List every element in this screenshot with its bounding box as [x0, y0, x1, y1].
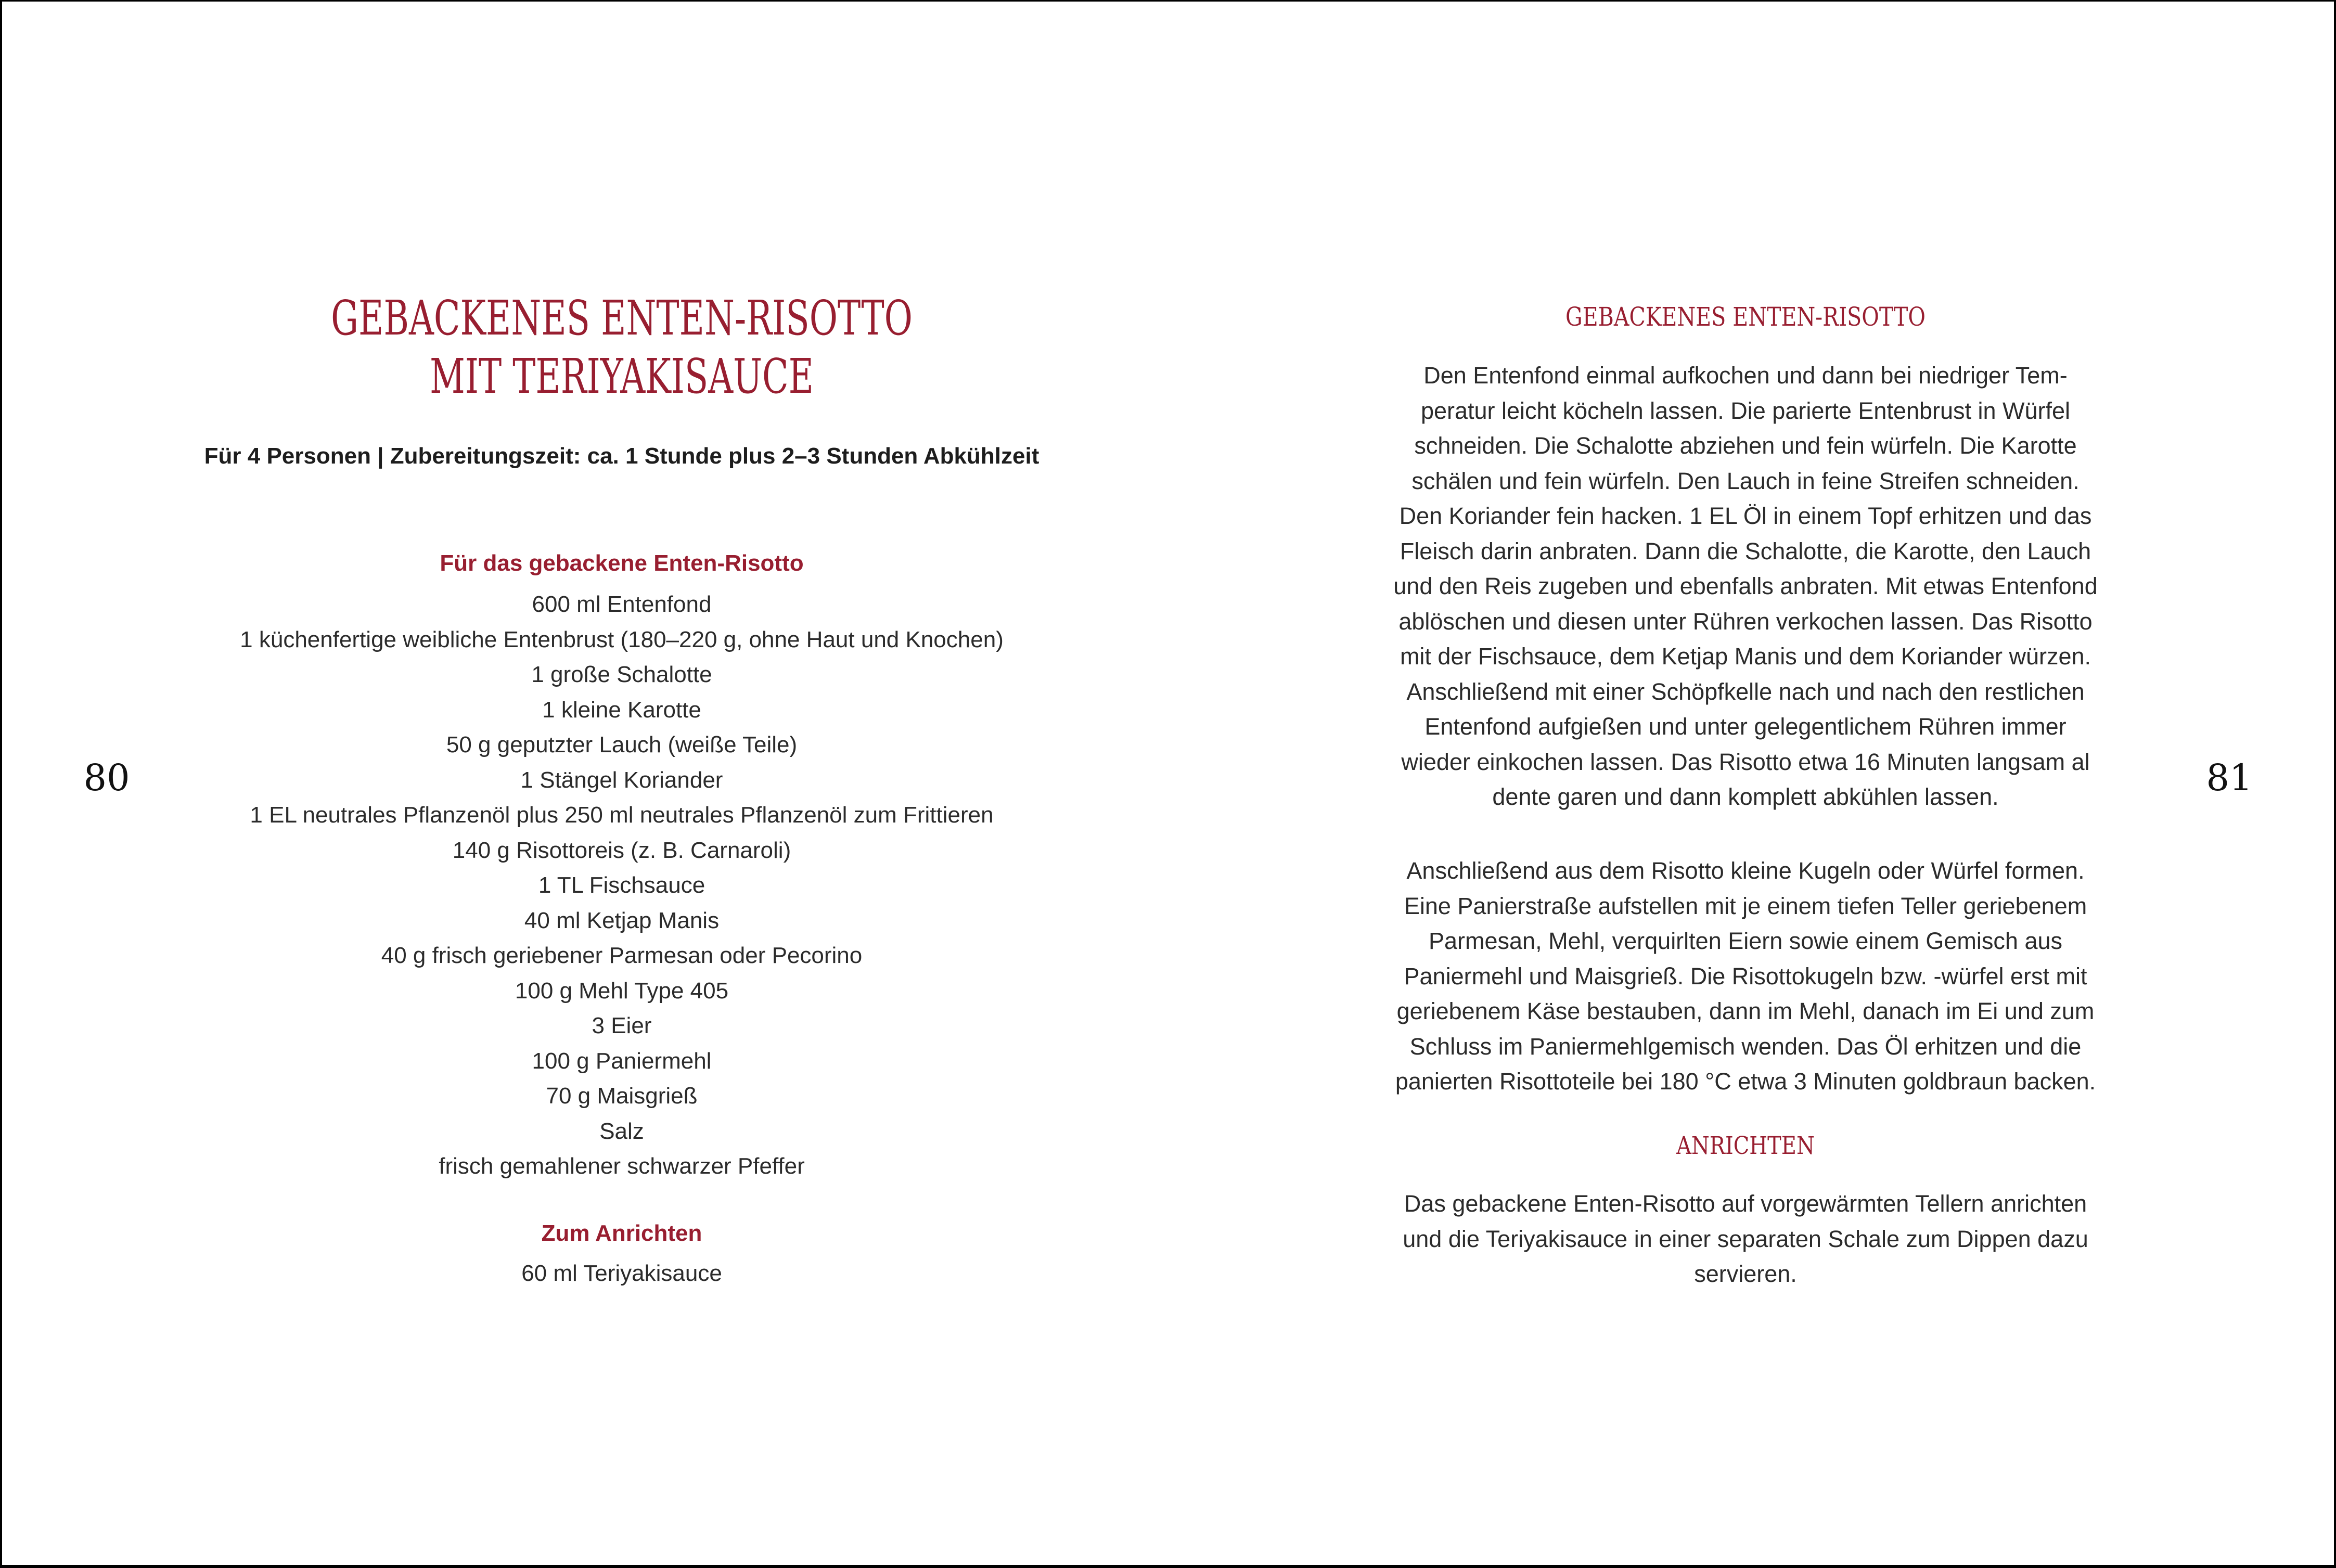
instructions-paragraph-1: [1347, 358, 2144, 815]
paragraph-line: Den Koriander fein hacken. 1 EL Öl in einem Topf erhitzen und das: [1399, 503, 2092, 529]
recipe-title: [206, 289, 1038, 406]
paragraph-line: und den Reis zugeben und ebenfalls anbraten. Mit etwas Entenfond: [1393, 573, 2098, 599]
ingredient-line: 40 ml Ketjap Manis: [524, 907, 720, 933]
paragraph-line: Anschließend mit einer Schöpfkelle nach und nach den restlichen: [1406, 678, 2085, 705]
ingredient-line: 1 EL neutrales Pflanzenöl plus 250 ml neutrales Pflanzenöl zum Frittieren: [250, 802, 994, 828]
garnish-heading: Zum Anrichten: [541, 1220, 702, 1246]
recipe-title-line1: GEBACKENES ENTEN-RISOTTO: [331, 290, 913, 346]
ingredient-line: frisch gemahlener schwarzer Pfeffer: [439, 1153, 805, 1179]
paragraph-line: panierten Risottoteile bei 180 °C etwa 3 Minuten goldbraun backen.: [1395, 1068, 2096, 1095]
ingredient-line: 140 g Risottoreis (z. B. Carnaroli): [452, 837, 791, 863]
paragraph-line: Parmesan, Mehl, verquirlten Eiern sowie einem Gemisch aus: [1428, 928, 2062, 954]
ingredient-line: 40 g frisch geriebener Parmesan oder Pecorino: [381, 943, 863, 968]
paragraph-line: Paniermehl und Maisgrieß. Die Risottokugeln bzw. -würfel erst mit: [1404, 962, 2087, 989]
ingredient-line: 70 g Maisgrieß: [546, 1083, 698, 1109]
ingredient-line: 100 g Mehl Type 405: [515, 978, 729, 1004]
paragraph-line: Fleisch darin anbraten. Dann die Schalotte, die Karotte, den Lauch: [1400, 537, 2091, 564]
paragraph-line: Schluss im Paniermehlgemisch wenden. Das Öl erhitzen und die: [1409, 1033, 2082, 1060]
ingredient-line: 1 kleine Karotte: [542, 697, 701, 723]
ingredients-list: [206, 587, 1038, 1184]
paragraph-line: ablöschen und diesen unter Rühren verkochen lassen. Das Risotto: [1398, 608, 2093, 635]
ingredient-line: 1 Stängel Koriander: [520, 767, 723, 793]
right-page: [1363, 0, 2128, 1568]
ingredient-line: 600 ml Entenfond: [532, 592, 712, 617]
paragraph-line: Anschließend aus dem Risotto kleine Kugeln oder Würfel formen.: [1406, 857, 2085, 884]
paragraph-line: wieder einkochen lassen. Das Risotto etwa 16 Minuten langsam al: [1401, 748, 2090, 775]
ingredient-line: 60 ml Teriyakisauce: [521, 1261, 722, 1286]
instructions-heading-text: GEBACKENES ENTEN-RISOTTO: [1565, 302, 1926, 332]
ingredient-line: 100 g Paniermehl: [532, 1048, 712, 1074]
page-number-left: 80: [83, 756, 130, 799]
instructions-paragraph-2: [1347, 853, 2144, 1099]
paragraph-line: schälen und fein würfeln. Den Lauch in feine Streifen schneiden.: [1411, 467, 2080, 494]
plating-heading-text: ANRICHTEN: [1676, 1132, 1815, 1160]
ingredient-line: Salz: [599, 1118, 644, 1144]
paragraph-line: Den Entenfond einmal aufkochen und dann bei niedriger Tem-: [1423, 362, 2068, 389]
ingredients-heading: Für das gebackene Enten-Risotto: [440, 550, 804, 576]
paragraph-line: Eine Panierstraße aufstellen mit je einem tiefen Teller geriebenem: [1404, 892, 2087, 919]
serving-info: Für 4 Personen | Zubereitungszeit: ca. 1 Stunde plus 2–3 Stunden Abkühlzeit: [204, 443, 1039, 469]
paragraph-line: und die Teriyakisauce in einer separaten Schale zum Dippen dazu: [1403, 1225, 2088, 1252]
paragraph-line: dente garen und dann komplett abkühlen lassen.: [1492, 783, 1999, 810]
paragraph-line: Das gebackene Enten-Risotto auf vorgewärmten Tellern anrichten: [1404, 1190, 2087, 1217]
left-page: [206, 0, 1038, 1568]
paragraph-line: servieren.: [1694, 1261, 1797, 1287]
ingredient-line: 3 Eier: [592, 1013, 652, 1038]
paragraph-line: schneiden. Die Schalotte abziehen und fein würfeln. Die Karotte: [1414, 432, 2077, 459]
ingredient-line: 1 große Schalotte: [531, 662, 712, 687]
paragraph-line: peratur leicht köcheln lassen. Die parierte Entenbrust in Würfel: [1420, 397, 2071, 424]
instructions-heading: [1363, 302, 2128, 332]
ingredient-line: 1 küchenfertige weibliche Entenbrust (180–220 g, ohne Haut und Knochen): [240, 626, 1004, 652]
plating-heading: [1363, 1132, 2128, 1160]
paragraph-line: mit der Fischsauce, dem Ketjap Manis und dem Koriander würzen.: [1400, 643, 2091, 670]
plating-paragraph: [1347, 1186, 2144, 1292]
recipe-title-line2: MIT TERIYAKISAUCE: [430, 349, 814, 404]
garnish-list: [206, 1256, 1038, 1291]
paragraph-line: geriebenem Käse bestauben, dann im Mehl, danach im Ei und zum: [1396, 998, 2095, 1024]
page-number-right: 81: [2206, 756, 2253, 799]
ingredient-line: 1 TL Fischsauce: [538, 872, 705, 898]
paragraph-line: Entenfond aufgießen und unter gelegentlichem Rühren immer: [1424, 713, 2067, 740]
ingredient-line: 50 g geputzter Lauch (weiße Teile): [446, 732, 798, 757]
